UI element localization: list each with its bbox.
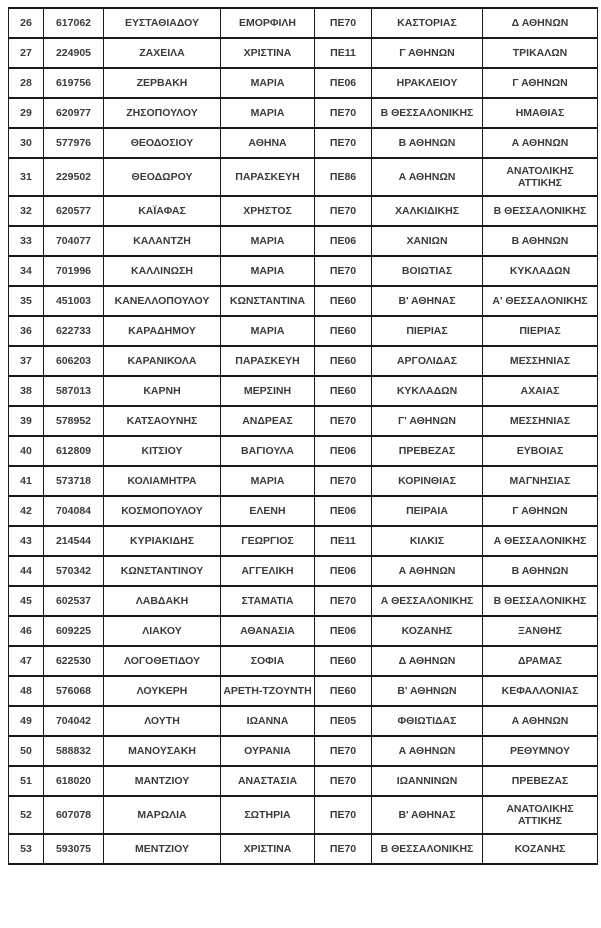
table-row bbox=[9, 98, 598, 128]
cell-to-directorate: ΗΜΑΘΙΑΣ bbox=[483, 98, 598, 128]
table-row bbox=[9, 616, 598, 646]
cell-first-name: ΣΟΦΙΑ bbox=[221, 646, 315, 676]
cell-surname: ΚΑΝΕΛΛΟΠΟΥΛΟΥ bbox=[104, 286, 221, 316]
cell-row-number: 36 bbox=[9, 316, 44, 346]
cell-registry-number: 588832 bbox=[44, 736, 104, 766]
cell-first-name: ΙΩΑΝΝΑ bbox=[221, 706, 315, 736]
cell-to-directorate: Β ΑΘΗΝΩΝ bbox=[483, 556, 598, 586]
cell-from-directorate: Α ΑΘΗΝΩΝ bbox=[372, 556, 483, 586]
cell-surname: ΜΑΝΟΥΣΑΚΗ bbox=[104, 736, 221, 766]
cell-to-directorate: ΑΝΑΤΟΛΙΚΗΣ ΑΤΤΙΚΗΣ bbox=[483, 158, 598, 196]
cell-first-name: ΑΓΓΕΛΙΚΗ bbox=[221, 556, 315, 586]
cell-specialty-code: ΠΕ06 bbox=[315, 226, 372, 256]
cell-row-number: 42 bbox=[9, 496, 44, 526]
cell-specialty-code: ΠΕ70 bbox=[315, 256, 372, 286]
cell-row-number: 50 bbox=[9, 736, 44, 766]
cell-first-name: ΕΜΟΡΦΙΛΗ bbox=[221, 8, 315, 38]
cell-from-directorate: ΚΟΡΙΝΘΙΑΣ bbox=[372, 466, 483, 496]
cell-to-directorate: ΡΕΘΥΜΝΟΥ bbox=[483, 736, 598, 766]
table-row bbox=[9, 766, 598, 796]
cell-to-directorate: ΜΕΣΣΗΝΙΑΣ bbox=[483, 346, 598, 376]
cell-specialty-code: ΠΕ06 bbox=[315, 616, 372, 646]
table-row bbox=[9, 406, 598, 436]
cell-first-name: ΟΥΡΑΝΙΑ bbox=[221, 736, 315, 766]
personnel-table bbox=[8, 7, 598, 865]
cell-from-directorate: ΠΡΕΒΕΖΑΣ bbox=[372, 436, 483, 466]
cell-registry-number: 622733 bbox=[44, 316, 104, 346]
cell-from-directorate: Β ΘΕΣΣΑΛΟΝΙΚΗΣ bbox=[372, 98, 483, 128]
cell-row-number: 34 bbox=[9, 256, 44, 286]
cell-registry-number: 214544 bbox=[44, 526, 104, 556]
cell-first-name: ΚΩΝΣΤΑΝΤΙΝΑ bbox=[221, 286, 315, 316]
cell-to-directorate: Α ΘΕΣΣΑΛΟΝΙΚΗΣ bbox=[483, 526, 598, 556]
cell-surname: ΚΩΝΣΤΑΝΤΙΝΟΥ bbox=[104, 556, 221, 586]
cell-surname: ΛΙΑΚΟΥ bbox=[104, 616, 221, 646]
table-row bbox=[9, 796, 598, 834]
cell-first-name: ΠΑΡΑΣΚΕΥΗ bbox=[221, 346, 315, 376]
cell-first-name: ΑΡΕΤΗ-ΤΖΟΥΝΤΗ bbox=[221, 676, 315, 706]
cell-specialty-code: ΠΕ60 bbox=[315, 316, 372, 346]
cell-surname: ΛΟΥΤΗ bbox=[104, 706, 221, 736]
cell-surname: ΜΑΡΩΛΙΑ bbox=[104, 796, 221, 834]
cell-to-directorate: ΠΡΕΒΕΖΑΣ bbox=[483, 766, 598, 796]
cell-registry-number: 576068 bbox=[44, 676, 104, 706]
cell-registry-number: 593075 bbox=[44, 834, 104, 864]
cell-row-number: 37 bbox=[9, 346, 44, 376]
cell-row-number: 53 bbox=[9, 834, 44, 864]
table-row bbox=[9, 834, 598, 864]
cell-first-name: ΣΩΤΗΡΙΑ bbox=[221, 796, 315, 834]
cell-specialty-code: ΠΕ60 bbox=[315, 646, 372, 676]
cell-to-directorate: Α' ΘΕΣΣΑΛΟΝΙΚΗΣ bbox=[483, 286, 598, 316]
cell-surname: ΚΥΡΙΑΚΙΔΗΣ bbox=[104, 526, 221, 556]
cell-first-name: ΧΡΗΣΤΟΣ bbox=[221, 196, 315, 226]
cell-row-number: 51 bbox=[9, 766, 44, 796]
cell-surname: ΚΑΛΑΝΤΖΗ bbox=[104, 226, 221, 256]
cell-surname: ΚΟΛΙΑΜΗΤΡΑ bbox=[104, 466, 221, 496]
table-row bbox=[9, 196, 598, 226]
cell-to-directorate: ΞΑΝΘΗΣ bbox=[483, 616, 598, 646]
cell-first-name: ΕΛΕΝΗ bbox=[221, 496, 315, 526]
cell-surname: ΚΑΡΑΝΙΚΟΛΑ bbox=[104, 346, 221, 376]
cell-surname: ΛΟΥΚΕΡΗ bbox=[104, 676, 221, 706]
personnel-table-body bbox=[9, 8, 598, 864]
cell-row-number: 48 bbox=[9, 676, 44, 706]
cell-registry-number: 451003 bbox=[44, 286, 104, 316]
table-row bbox=[9, 8, 598, 38]
cell-from-directorate: Β' ΑΘΗΝΩΝ bbox=[372, 676, 483, 706]
cell-specialty-code: ΠΕ70 bbox=[315, 98, 372, 128]
table-row bbox=[9, 128, 598, 158]
cell-to-directorate: ΑΝΑΤΟΛΙΚΗΣ ΑΤΤΙΚΗΣ bbox=[483, 796, 598, 834]
cell-to-directorate: ΔΡΑΜΑΣ bbox=[483, 646, 598, 676]
table-row bbox=[9, 346, 598, 376]
cell-registry-number: 704084 bbox=[44, 496, 104, 526]
cell-surname: ΚΙΤΣΙΟΥ bbox=[104, 436, 221, 466]
cell-specialty-code: ΠΕ11 bbox=[315, 526, 372, 556]
cell-registry-number: 619756 bbox=[44, 68, 104, 98]
cell-first-name: ΣΤΑΜΑΤΙΑ bbox=[221, 586, 315, 616]
cell-specialty-code: ΠΕ70 bbox=[315, 796, 372, 834]
cell-from-directorate: Δ ΑΘΗΝΩΝ bbox=[372, 646, 483, 676]
cell-row-number: 38 bbox=[9, 376, 44, 406]
cell-surname: ΚΑΛΛΙΝΩΣΗ bbox=[104, 256, 221, 286]
table-row bbox=[9, 556, 598, 586]
cell-from-directorate: Γ' ΑΘΗΝΩΝ bbox=[372, 406, 483, 436]
cell-to-directorate: Γ ΑΘΗΝΩΝ bbox=[483, 496, 598, 526]
cell-specialty-code: ΠΕ70 bbox=[315, 8, 372, 38]
cell-registry-number: 617062 bbox=[44, 8, 104, 38]
cell-surname: ΚΑΤΣΑΟΥΝΗΣ bbox=[104, 406, 221, 436]
table-row bbox=[9, 526, 598, 556]
cell-registry-number: 620577 bbox=[44, 196, 104, 226]
cell-first-name: ΧΡΙΣΤΙΝΑ bbox=[221, 834, 315, 864]
cell-registry-number: 607078 bbox=[44, 796, 104, 834]
cell-registry-number: 224905 bbox=[44, 38, 104, 68]
cell-row-number: 52 bbox=[9, 796, 44, 834]
cell-first-name: ΒΑΓΙΟΥΛΑ bbox=[221, 436, 315, 466]
cell-row-number: 26 bbox=[9, 8, 44, 38]
cell-from-directorate: Γ ΑΘΗΝΩΝ bbox=[372, 38, 483, 68]
cell-first-name: ΧΡΙΣΤΙΝΑ bbox=[221, 38, 315, 68]
table-row bbox=[9, 256, 598, 286]
cell-to-directorate: Γ ΑΘΗΝΩΝ bbox=[483, 68, 598, 98]
table-row bbox=[9, 316, 598, 346]
cell-first-name: ΜΑΡΙΑ bbox=[221, 316, 315, 346]
cell-to-directorate: ΜΕΣΣΗΝΙΑΣ bbox=[483, 406, 598, 436]
cell-surname: ΜΕΝΤΖΙΟΥ bbox=[104, 834, 221, 864]
cell-registry-number: 570342 bbox=[44, 556, 104, 586]
cell-from-directorate: Α ΘΕΣΣΑΛΟΝΙΚΗΣ bbox=[372, 586, 483, 616]
table-row bbox=[9, 158, 598, 196]
cell-specialty-code: ΠΕ06 bbox=[315, 556, 372, 586]
cell-first-name: ΑΘΗΝΑ bbox=[221, 128, 315, 158]
cell-row-number: 44 bbox=[9, 556, 44, 586]
cell-from-directorate: ΒΟΙΩΤΙΑΣ bbox=[372, 256, 483, 286]
cell-surname: ΖΑΧΕΙΛΑ bbox=[104, 38, 221, 68]
cell-row-number: 28 bbox=[9, 68, 44, 98]
table-row bbox=[9, 376, 598, 406]
cell-row-number: 32 bbox=[9, 196, 44, 226]
cell-specialty-code: ΠΕ70 bbox=[315, 736, 372, 766]
cell-specialty-code: ΠΕ60 bbox=[315, 286, 372, 316]
table-row bbox=[9, 736, 598, 766]
cell-row-number: 33 bbox=[9, 226, 44, 256]
cell-specialty-code: ΠΕ11 bbox=[315, 38, 372, 68]
cell-from-directorate: Α ΑΘΗΝΩΝ bbox=[372, 158, 483, 196]
cell-from-directorate: ΚΟΖΑΝΗΣ bbox=[372, 616, 483, 646]
cell-from-directorate: Β' ΑΘΗΝΑΣ bbox=[372, 796, 483, 834]
cell-row-number: 46 bbox=[9, 616, 44, 646]
cell-to-directorate: ΤΡΙΚΑΛΩΝ bbox=[483, 38, 598, 68]
cell-to-directorate: ΠΙΕΡΙΑΣ bbox=[483, 316, 598, 346]
cell-specialty-code: ΠΕ70 bbox=[315, 466, 372, 496]
cell-specialty-code: ΠΕ70 bbox=[315, 406, 372, 436]
cell-specialty-code: ΠΕ06 bbox=[315, 496, 372, 526]
cell-first-name: ΜΑΡΙΑ bbox=[221, 466, 315, 496]
cell-from-directorate: ΠΕΙΡΑΙΑ bbox=[372, 496, 483, 526]
cell-from-directorate: Β' ΑΘΗΝΑΣ bbox=[372, 286, 483, 316]
cell-surname: ΘΕΟΔΟΣΙΟΥ bbox=[104, 128, 221, 158]
cell-first-name: ΑΝΑΣΤΑΣΙΑ bbox=[221, 766, 315, 796]
cell-registry-number: 578952 bbox=[44, 406, 104, 436]
cell-row-number: 49 bbox=[9, 706, 44, 736]
cell-from-directorate: ΧΑΝΙΩΝ bbox=[372, 226, 483, 256]
cell-row-number: 41 bbox=[9, 466, 44, 496]
cell-to-directorate: Β ΘΕΣΣΑΛΟΝΙΚΗΣ bbox=[483, 196, 598, 226]
cell-registry-number: 701996 bbox=[44, 256, 104, 286]
cell-from-directorate: ΚΑΣΤΟΡΙΑΣ bbox=[372, 8, 483, 38]
cell-from-directorate: ΧΑΛΚΙΔΙΚΗΣ bbox=[372, 196, 483, 226]
cell-to-directorate: ΚΟΖΑΝΗΣ bbox=[483, 834, 598, 864]
cell-specialty-code: ΠΕ06 bbox=[315, 68, 372, 98]
cell-to-directorate: Α ΑΘΗΝΩΝ bbox=[483, 706, 598, 736]
cell-first-name: ΜΑΡΙΑ bbox=[221, 98, 315, 128]
cell-specialty-code: ΠΕ70 bbox=[315, 834, 372, 864]
cell-first-name: ΑΝΔΡΕΑΣ bbox=[221, 406, 315, 436]
cell-row-number: 31 bbox=[9, 158, 44, 196]
cell-to-directorate: ΜΑΓΝΗΣΙΑΣ bbox=[483, 466, 598, 496]
cell-registry-number: 577976 bbox=[44, 128, 104, 158]
cell-surname: ΜΑΝΤΖΙΟΥ bbox=[104, 766, 221, 796]
cell-first-name: ΜΑΡΙΑ bbox=[221, 226, 315, 256]
cell-registry-number: 609225 bbox=[44, 616, 104, 646]
cell-specialty-code: ΠΕ70 bbox=[315, 128, 372, 158]
cell-surname: ΚΑΪΑΦΑΣ bbox=[104, 196, 221, 226]
cell-specialty-code: ΠΕ86 bbox=[315, 158, 372, 196]
cell-to-directorate: ΕΥΒΟΙΑΣ bbox=[483, 436, 598, 466]
cell-row-number: 47 bbox=[9, 646, 44, 676]
table-row bbox=[9, 676, 598, 706]
cell-registry-number: 622530 bbox=[44, 646, 104, 676]
cell-to-directorate: Α ΑΘΗΝΩΝ bbox=[483, 128, 598, 158]
table-row bbox=[9, 496, 598, 526]
cell-surname: ΕΥΣΤΑΘΙΑΔΟΥ bbox=[104, 8, 221, 38]
cell-first-name: ΠΑΡΑΣΚΕΥΗ bbox=[221, 158, 315, 196]
cell-to-directorate: Δ ΑΘΗΝΩΝ bbox=[483, 8, 598, 38]
cell-registry-number: 618020 bbox=[44, 766, 104, 796]
cell-from-directorate: ΗΡΑΚΛΕΙΟΥ bbox=[372, 68, 483, 98]
cell-registry-number: 602537 bbox=[44, 586, 104, 616]
cell-registry-number: 612809 bbox=[44, 436, 104, 466]
cell-from-directorate: Α ΑΘΗΝΩΝ bbox=[372, 736, 483, 766]
cell-row-number: 45 bbox=[9, 586, 44, 616]
table-row bbox=[9, 646, 598, 676]
cell-registry-number: 573718 bbox=[44, 466, 104, 496]
cell-from-directorate: ΙΩΑΝΝΙΝΩΝ bbox=[372, 766, 483, 796]
cell-registry-number: 587013 bbox=[44, 376, 104, 406]
cell-first-name: ΓΕΩΡΓΙΟΣ bbox=[221, 526, 315, 556]
cell-first-name: ΜΕΡΣΙΝΗ bbox=[221, 376, 315, 406]
cell-from-directorate: ΦΘΙΩΤΙΔΑΣ bbox=[372, 706, 483, 736]
table-row bbox=[9, 68, 598, 98]
cell-registry-number: 704042 bbox=[44, 706, 104, 736]
cell-registry-number: 620977 bbox=[44, 98, 104, 128]
cell-surname: ΖΕΡΒΑΚΗ bbox=[104, 68, 221, 98]
cell-row-number: 30 bbox=[9, 128, 44, 158]
table-row bbox=[9, 226, 598, 256]
cell-from-directorate: ΚΥΚΛΑΔΩΝ bbox=[372, 376, 483, 406]
cell-specialty-code: ΠΕ60 bbox=[315, 346, 372, 376]
cell-from-directorate: Β ΑΘΗΝΩΝ bbox=[372, 128, 483, 158]
cell-specialty-code: ΠΕ60 bbox=[315, 376, 372, 406]
cell-surname: ΚΟΣΜΟΠΟΥΛΟΥ bbox=[104, 496, 221, 526]
cell-to-directorate: ΚΥΚΛΑΔΩΝ bbox=[483, 256, 598, 286]
cell-specialty-code: ΠΕ05 bbox=[315, 706, 372, 736]
cell-from-directorate: ΑΡΓΟΛΙΔΑΣ bbox=[372, 346, 483, 376]
cell-specialty-code: ΠΕ60 bbox=[315, 676, 372, 706]
table-row bbox=[9, 38, 598, 68]
cell-first-name: ΜΑΡΙΑ bbox=[221, 68, 315, 98]
cell-registry-number: 704077 bbox=[44, 226, 104, 256]
cell-surname: ΘΕΟΔΩΡΟΥ bbox=[104, 158, 221, 196]
table-row bbox=[9, 706, 598, 736]
cell-row-number: 43 bbox=[9, 526, 44, 556]
table-row bbox=[9, 586, 598, 616]
table-row bbox=[9, 286, 598, 316]
cell-row-number: 40 bbox=[9, 436, 44, 466]
cell-specialty-code: ΠΕ70 bbox=[315, 196, 372, 226]
cell-to-directorate: Β ΘΕΣΣΑΛΟΝΙΚΗΣ bbox=[483, 586, 598, 616]
cell-row-number: 35 bbox=[9, 286, 44, 316]
cell-specialty-code: ΠΕ06 bbox=[315, 436, 372, 466]
cell-from-directorate: Β ΘΕΣΣΑΛΟΝΙΚΗΣ bbox=[372, 834, 483, 864]
cell-from-directorate: ΠΙΕΡΙΑΣ bbox=[372, 316, 483, 346]
cell-specialty-code: ΠΕ70 bbox=[315, 586, 372, 616]
cell-specialty-code: ΠΕ70 bbox=[315, 766, 372, 796]
cell-row-number: 39 bbox=[9, 406, 44, 436]
cell-first-name: ΜΑΡΙΑ bbox=[221, 256, 315, 286]
cell-to-directorate: ΚΕΦΑΛΛΟΝΙΑΣ bbox=[483, 676, 598, 706]
cell-surname: ΛΟΓΟΘΕΤΙΔΟΥ bbox=[104, 646, 221, 676]
cell-row-number: 29 bbox=[9, 98, 44, 128]
cell-surname: ΛΑΒΔΑΚΗ bbox=[104, 586, 221, 616]
cell-registry-number: 606203 bbox=[44, 346, 104, 376]
cell-from-directorate: ΚΙΛΚΙΣ bbox=[372, 526, 483, 556]
cell-to-directorate: Β ΑΘΗΝΩΝ bbox=[483, 226, 598, 256]
cell-surname: ΖΗΣΟΠΟΥΛΟΥ bbox=[104, 98, 221, 128]
cell-row-number: 27 bbox=[9, 38, 44, 68]
cell-surname: ΚΑΡΝΗ bbox=[104, 376, 221, 406]
cell-surname: ΚΑΡΑΔΗΜΟΥ bbox=[104, 316, 221, 346]
cell-to-directorate: ΑΧΑΙΑΣ bbox=[483, 376, 598, 406]
table-row bbox=[9, 436, 598, 466]
cell-first-name: ΑΘΑΝΑΣΙΑ bbox=[221, 616, 315, 646]
cell-registry-number: 229502 bbox=[44, 158, 104, 196]
table-row bbox=[9, 466, 598, 496]
